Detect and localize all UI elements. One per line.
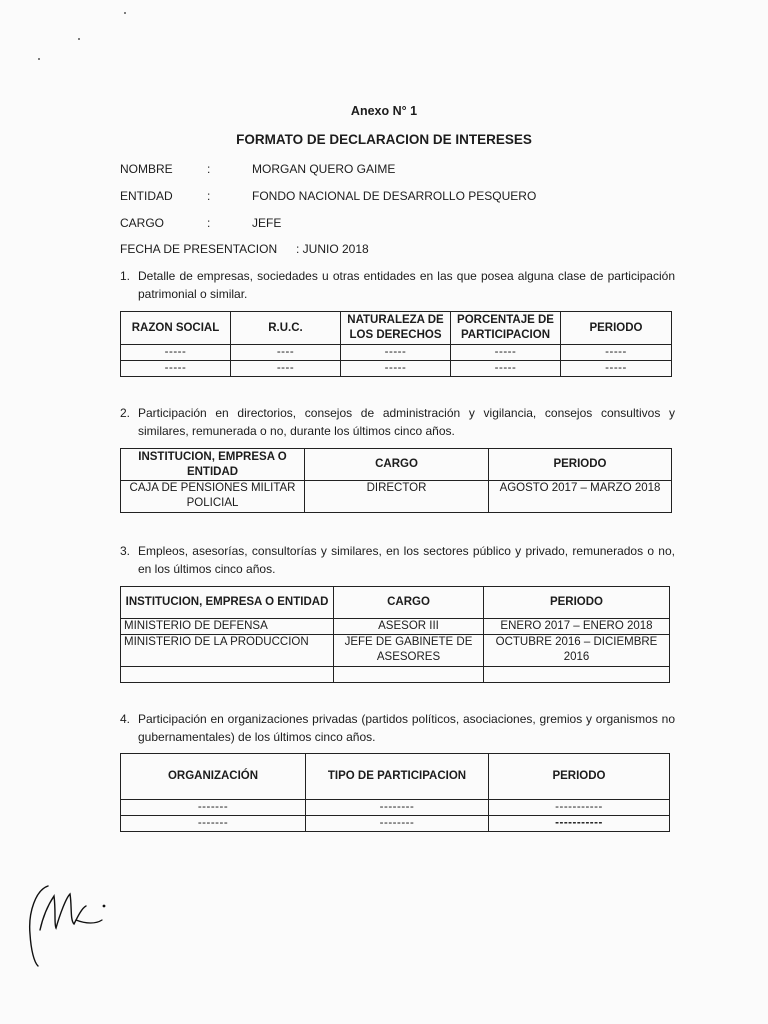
- table-cell: -----: [341, 345, 451, 361]
- column-header: CARGO: [305, 449, 489, 481]
- section-3-text: [120, 542, 675, 578]
- column-header: RAZON SOCIAL: [121, 312, 231, 345]
- section-4-text: [120, 710, 675, 746]
- section-2-text: [120, 404, 675, 440]
- field-label-nombre: NOMBRE: [120, 162, 173, 176]
- section-description: Participación en organizaciones privadas (partidos políticos, asociaciones, gremios y organismos no gubernamentales) de los últimos cinco años.: [138, 712, 675, 744]
- section-description: Participación en directorios, consejos de administración y vigilancia, consejos consultivos y similares, remunerada o no, durante los últimos cinco años.: [138, 406, 675, 438]
- table-cell: -----: [561, 345, 672, 361]
- scan-speck: [38, 58, 40, 60]
- column-header: TIPO DE PARTICIPACION: [306, 754, 489, 800]
- table-cell: MINISTERIO DE LA PRODUCCION: [121, 635, 334, 667]
- scan-speck: [78, 38, 80, 40]
- table-row: [121, 800, 670, 816]
- annex-title: Anexo N° 1: [350, 104, 418, 118]
- field-value-cargo: JEFE: [252, 216, 282, 230]
- field-label-fecha: FECHA DE PRESENTACION: [120, 242, 278, 256]
- table-cell: DIRECTOR: [305, 481, 489, 513]
- table-cell: -----: [121, 345, 231, 361]
- table-cell: -----------: [489, 800, 670, 816]
- table-row: [121, 816, 670, 832]
- column-header: PORCENTAJE DE PARTICIPACION: [451, 312, 561, 345]
- table-organizaciones: [120, 753, 670, 832]
- section-description: Detalle de empresas, sociedades u otras entidades en las que posea alguna clase de participación patrimonial o similar.: [138, 269, 675, 301]
- table-row: [121, 361, 672, 377]
- table-cell: CAJA DE PENSIONES MILITAR POLICIAL: [121, 481, 305, 513]
- column-header: CARGO: [334, 587, 484, 619]
- table-row: [121, 619, 670, 635]
- table-row: [121, 481, 672, 513]
- section-number: 2.: [120, 406, 131, 420]
- field-value-entidad: FONDO NACIONAL DE DESARROLLO PESQUERO: [252, 189, 537, 203]
- table-cell: -----------: [489, 816, 670, 832]
- field-colon: :: [207, 189, 211, 203]
- section-1-text: [120, 267, 675, 303]
- table-cell: -----: [561, 361, 672, 377]
- table-cell: -------: [121, 816, 306, 832]
- table-cell: OCTUBRE 2016 – DICIEMBRE 2016: [484, 635, 670, 667]
- table-cell: JEFE DE GABINETE DE ASESORES: [334, 635, 484, 667]
- table-row: [121, 667, 670, 683]
- table-cell: [484, 667, 670, 683]
- column-header: INSTITUCION, EMPRESA O ENTIDAD: [121, 449, 305, 481]
- table-cell: ----: [231, 361, 341, 377]
- section-number: 4.: [120, 712, 131, 726]
- scan-speck: [124, 12, 126, 14]
- table-cell: ----: [231, 345, 341, 361]
- column-header: PERIODO: [561, 312, 672, 345]
- section-number: 1.: [120, 269, 131, 283]
- column-header: ORGANIZACIÓN: [121, 754, 306, 800]
- table-cell: [121, 667, 334, 683]
- table-cell: -----: [341, 361, 451, 377]
- table-cell: --------: [306, 816, 489, 832]
- table-cell: -------: [121, 800, 306, 816]
- table-empleos: [120, 586, 670, 683]
- table-cell: -----: [121, 361, 231, 377]
- column-header: PERIODO: [489, 754, 670, 800]
- table-cell: --------: [306, 800, 489, 816]
- field-label-entidad: ENTIDAD: [120, 189, 173, 203]
- column-header: PERIODO: [484, 587, 670, 619]
- field-colon: :: [207, 216, 211, 230]
- field-value-fecha: : JUNIO 2018: [296, 242, 369, 256]
- table-participacion-patrimonial: [120, 311, 672, 377]
- signature: [20, 872, 120, 972]
- table-cell: -----: [451, 361, 561, 377]
- section-number: 3.: [120, 544, 131, 558]
- table-cell: [334, 667, 484, 683]
- table-cell: MINISTERIO DE DEFENSA: [121, 619, 334, 635]
- table-cell: ENERO 2017 – ENERO 2018: [484, 619, 670, 635]
- table-cell: -----: [451, 345, 561, 361]
- field-value-nombre: MORGAN QUERO GAIME: [252, 162, 396, 176]
- field-label-cargo: CARGO: [120, 216, 165, 230]
- table-row: [121, 635, 670, 667]
- section-description: Empleos, asesorías, consultorías y similares, en los sectores público y privado, remunerados o no, en los últimos cinco años.: [138, 544, 675, 576]
- field-colon: :: [207, 162, 211, 176]
- column-header: R.U.C.: [231, 312, 341, 345]
- table-cell: AGOSTO 2017 – MARZO 2018: [489, 481, 672, 513]
- table-directorios: [120, 448, 672, 513]
- column-header: NATURALEZA DE LOS DERECHOS: [341, 312, 451, 345]
- column-header: INSTITUCION, EMPRESA O ENTIDAD: [121, 587, 334, 619]
- column-header: PERIODO: [489, 449, 672, 481]
- form-title: FORMATO DE DECLARACION DE INTERESES: [236, 132, 532, 147]
- table-row: [121, 345, 672, 361]
- table-cell: ASESOR III: [334, 619, 484, 635]
